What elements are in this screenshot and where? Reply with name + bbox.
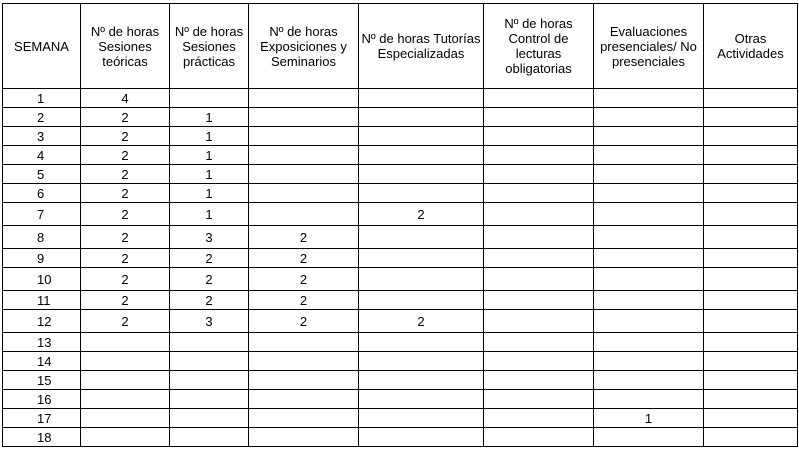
cell-teoricas: 2 (81, 310, 170, 333)
table-header-row (3, 4, 798, 89)
cell-evaluaciones (594, 268, 704, 291)
cell-semana: 4 (3, 146, 81, 165)
cell-teoricas: 2 (81, 203, 170, 226)
cell-lecturas (484, 352, 594, 371)
cell-tutorias (359, 409, 484, 428)
cell-tutorias (359, 226, 484, 249)
cell-practicas: 3 (170, 226, 249, 249)
cell-lecturas (484, 371, 594, 390)
cell-exposiciones (249, 127, 359, 146)
header-sesiones-practicas: Nº de horas Sesiones prácticas (170, 4, 249, 89)
cell-lecturas (484, 291, 594, 310)
cell-teoricas: 2 (81, 184, 170, 203)
cell-exposiciones: 2 (249, 249, 359, 268)
cell-otras (704, 268, 798, 291)
cell-tutorias: 2 (359, 310, 484, 333)
cell-evaluaciones (594, 108, 704, 127)
cell-practicas (170, 371, 249, 390)
cell-practicas: 1 (170, 184, 249, 203)
cell-tutorias (359, 184, 484, 203)
table-row (3, 89, 798, 108)
cell-tutorias (359, 108, 484, 127)
header-exposiciones-seminarios: Nº de horas Exposiciones y Seminarios (249, 4, 359, 89)
cell-exposiciones (249, 146, 359, 165)
cell-semana: 3 (3, 127, 81, 146)
cell-lecturas (484, 127, 594, 146)
cell-teoricas (81, 409, 170, 428)
cell-teoricas: 2 (81, 268, 170, 291)
cell-evaluaciones (594, 165, 704, 184)
cell-semana: 13 (3, 333, 81, 352)
table-row (3, 165, 798, 184)
cell-exposiciones (249, 203, 359, 226)
cell-semana: 6 (3, 184, 81, 203)
cell-practicas: 1 (170, 203, 249, 226)
cell-lecturas (484, 268, 594, 291)
cell-exposiciones (249, 108, 359, 127)
cell-semana: 16 (3, 390, 81, 409)
cell-evaluaciones: 1 (594, 409, 704, 428)
cell-otras (704, 428, 798, 447)
cell-exposiciones (249, 89, 359, 108)
cell-evaluaciones (594, 428, 704, 447)
cell-otras (704, 108, 798, 127)
cell-practicas (170, 89, 249, 108)
cell-lecturas (484, 108, 594, 127)
cell-teoricas: 2 (81, 146, 170, 165)
table-row (3, 108, 798, 127)
cell-evaluaciones (594, 249, 704, 268)
cell-practicas (170, 390, 249, 409)
cell-evaluaciones (594, 226, 704, 249)
table-row (3, 226, 798, 249)
table-row (3, 127, 798, 146)
cell-tutorias (359, 146, 484, 165)
cell-otras (704, 89, 798, 108)
table-row (3, 146, 798, 165)
cell-evaluaciones (594, 146, 704, 165)
cell-practicas (170, 428, 249, 447)
cell-exposiciones (249, 428, 359, 447)
cell-lecturas (484, 390, 594, 409)
cell-practicas: 2 (170, 291, 249, 310)
table-row (3, 371, 798, 390)
cell-teoricas (81, 428, 170, 447)
cell-otras (704, 146, 798, 165)
cell-evaluaciones (594, 352, 704, 371)
weekly-hours-table (2, 3, 798, 447)
cell-tutorias (359, 127, 484, 146)
cell-practicas (170, 333, 249, 352)
cell-teoricas (81, 333, 170, 352)
cell-semana: 18 (3, 428, 81, 447)
cell-exposiciones (249, 165, 359, 184)
cell-lecturas (484, 89, 594, 108)
header-tutorias-especializadas: Nº de horas Tutorías Especializadas (359, 4, 484, 89)
cell-evaluaciones (594, 390, 704, 409)
cell-teoricas (81, 352, 170, 371)
cell-exposiciones (249, 184, 359, 203)
cell-exposiciones: 2 (249, 291, 359, 310)
cell-tutorias (359, 291, 484, 310)
cell-exposiciones: 2 (249, 226, 359, 249)
table-row (3, 291, 798, 310)
cell-teoricas: 2 (81, 226, 170, 249)
table-row (3, 333, 798, 352)
cell-tutorias (359, 390, 484, 409)
cell-teoricas: 2 (81, 165, 170, 184)
cell-exposiciones: 2 (249, 310, 359, 333)
cell-semana: 11 (3, 291, 81, 310)
cell-tutorias (359, 371, 484, 390)
cell-exposiciones (249, 390, 359, 409)
cell-practicas (170, 352, 249, 371)
table-row (3, 409, 798, 428)
table-row (3, 203, 798, 226)
cell-otras (704, 203, 798, 226)
cell-teoricas: 4 (81, 89, 170, 108)
table-body (3, 89, 798, 447)
cell-practicas (170, 409, 249, 428)
cell-otras (704, 371, 798, 390)
cell-tutorias (359, 268, 484, 291)
cell-otras (704, 226, 798, 249)
cell-evaluaciones (594, 371, 704, 390)
cell-lecturas (484, 428, 594, 447)
cell-otras (704, 291, 798, 310)
cell-tutorias (359, 352, 484, 371)
header-evaluaciones: Evaluaciones presenciales/ No presenciales (594, 4, 704, 89)
cell-practicas: 1 (170, 165, 249, 184)
cell-semana: 2 (3, 108, 81, 127)
cell-lecturas (484, 165, 594, 184)
cell-otras (704, 352, 798, 371)
cell-semana: 14 (3, 352, 81, 371)
cell-evaluaciones (594, 89, 704, 108)
cell-teoricas: 2 (81, 127, 170, 146)
cell-tutorias (359, 89, 484, 108)
cell-teoricas (81, 390, 170, 409)
cell-lecturas (484, 146, 594, 165)
cell-lecturas (484, 333, 594, 352)
cell-semana: 15 (3, 371, 81, 390)
cell-evaluaciones (594, 333, 704, 352)
cell-evaluaciones (594, 310, 704, 333)
cell-lecturas (484, 310, 594, 333)
cell-otras (704, 184, 798, 203)
cell-lecturas (484, 249, 594, 268)
cell-practicas: 1 (170, 146, 249, 165)
table-row (3, 352, 798, 371)
cell-teoricas: 2 (81, 291, 170, 310)
cell-teoricas: 2 (81, 108, 170, 127)
table-row (3, 184, 798, 203)
cell-exposiciones: 2 (249, 268, 359, 291)
cell-lecturas (484, 409, 594, 428)
cell-exposiciones (249, 409, 359, 428)
cell-semana: 17 (3, 409, 81, 428)
table-row (3, 428, 798, 447)
cell-practicas: 2 (170, 268, 249, 291)
cell-semana: 7 (3, 203, 81, 226)
cell-tutorias (359, 249, 484, 268)
cell-exposiciones (249, 333, 359, 352)
cell-exposiciones (249, 352, 359, 371)
cell-practicas: 3 (170, 310, 249, 333)
cell-lecturas (484, 203, 594, 226)
cell-evaluaciones (594, 127, 704, 146)
cell-evaluaciones (594, 291, 704, 310)
cell-exposiciones (249, 371, 359, 390)
header-semana: SEMANA (3, 4, 81, 89)
cell-practicas: 1 (170, 108, 249, 127)
table-row (3, 390, 798, 409)
cell-semana: 5 (3, 165, 81, 184)
cell-lecturas (484, 184, 594, 203)
cell-lecturas (484, 226, 594, 249)
cell-evaluaciones (594, 203, 704, 226)
cell-otras (704, 249, 798, 268)
cell-teoricas: 2 (81, 249, 170, 268)
cell-semana: 10 (3, 268, 81, 291)
cell-tutorias (359, 165, 484, 184)
cell-teoricas (81, 371, 170, 390)
cell-semana: 12 (3, 310, 81, 333)
cell-otras (704, 390, 798, 409)
table-row (3, 268, 798, 291)
cell-practicas: 2 (170, 249, 249, 268)
cell-semana: 1 (3, 89, 81, 108)
cell-otras (704, 165, 798, 184)
cell-otras (704, 310, 798, 333)
cell-evaluaciones (594, 184, 704, 203)
cell-semana: 9 (3, 249, 81, 268)
table-row (3, 249, 798, 268)
header-control-lecturas: Nº de horas Control de lecturas obligatorias (484, 4, 594, 89)
cell-tutorias: 2 (359, 203, 484, 226)
header-sesiones-teoricas: Nº de horas Sesiones teóricas (81, 4, 170, 89)
cell-tutorias (359, 428, 484, 447)
cell-otras (704, 409, 798, 428)
cell-practicas: 1 (170, 127, 249, 146)
cell-tutorias (359, 333, 484, 352)
cell-semana: 8 (3, 226, 81, 249)
cell-otras (704, 333, 798, 352)
cell-otras (704, 127, 798, 146)
header-otras-actividades: Otras Actividades (704, 4, 798, 89)
table-row (3, 310, 798, 333)
